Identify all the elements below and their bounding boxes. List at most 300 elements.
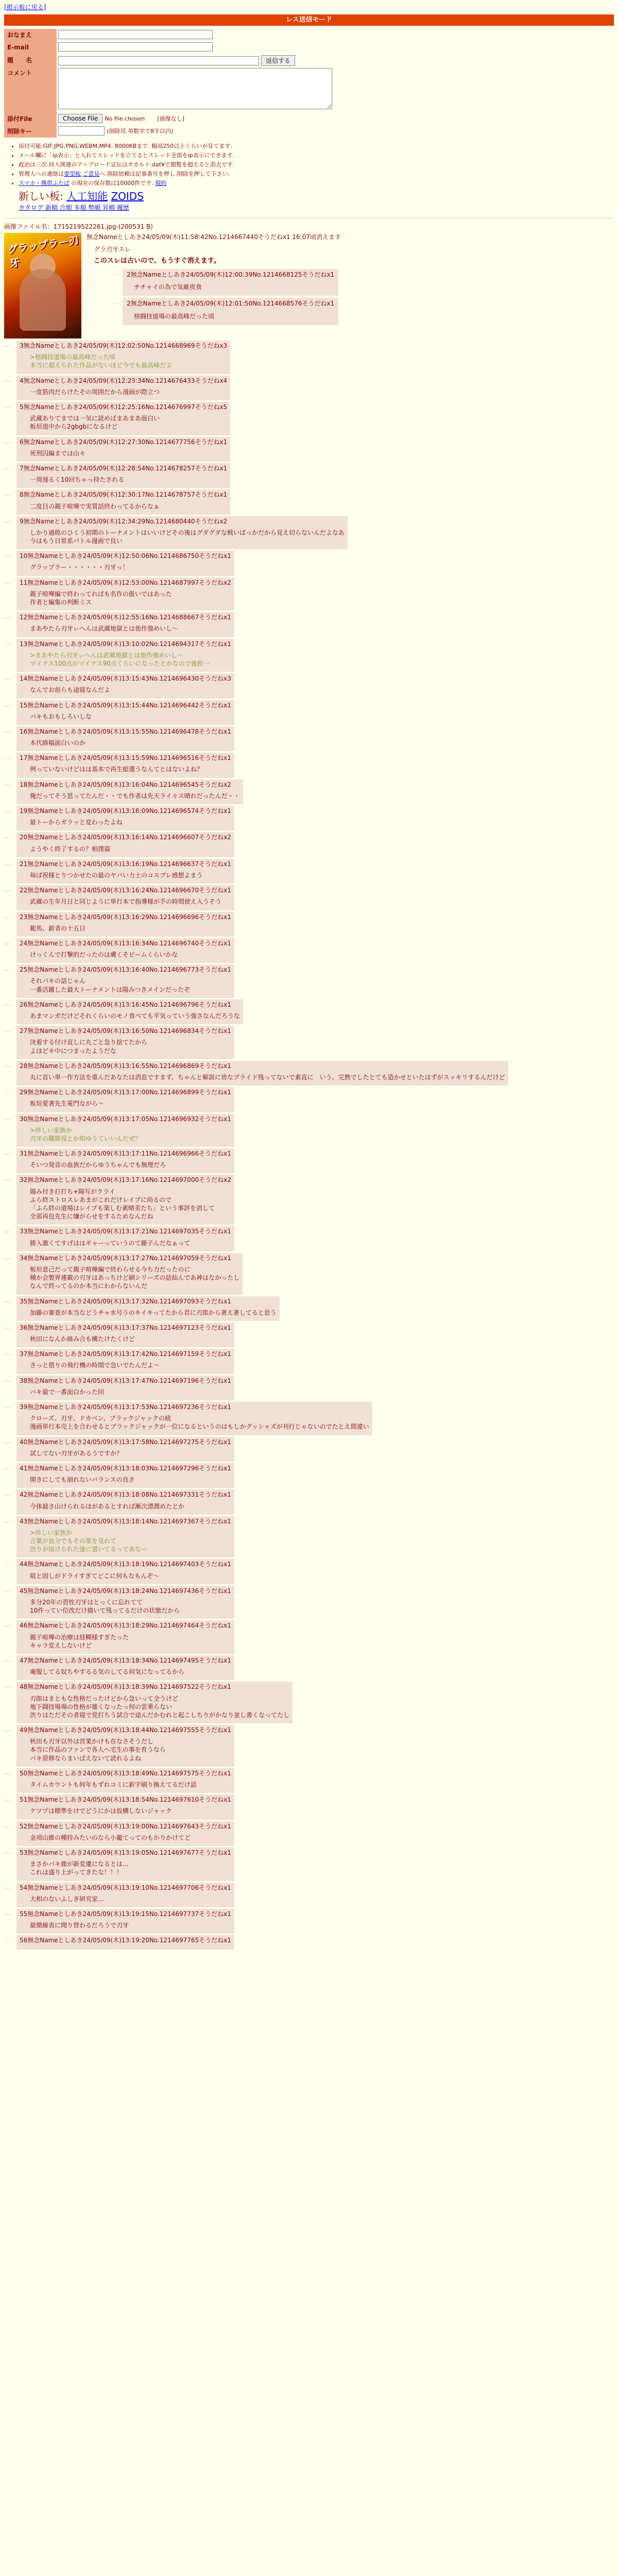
reply-box <box>16 1026 234 1059</box>
reply-text: それバキの話じゃん 一番活躍した最大トーナメントは陽みつきメインだったぞ <box>30 977 191 993</box>
op-text: グラ刃牙スレ <box>94 246 131 253</box>
delkey-label: 削除キー <box>4 125 57 138</box>
reply <box>4 1226 614 1251</box>
reply-text: 一度筋肉だらけたその周囲だから漫画が際立つ <box>30 388 160 396</box>
reply-box <box>16 1935 234 1950</box>
post-form <box>4 29 334 138</box>
reply-box <box>16 1559 234 1584</box>
reply-meta[interactable]: 43無念Nameとしあき24/05/09(木)13:18:14No.1214697367そうだねx1 <box>20 1517 231 1525</box>
reply-meta[interactable]: 29無念Nameとしあき24/05/09(木)13:17:00No.1214696899そうだねx1 <box>20 1089 231 1096</box>
op-thumbnail[interactable] <box>4 233 81 338</box>
reply-indent: … <box>4 1490 10 1498</box>
choose-file-button[interactable]: Choose File <box>58 114 102 123</box>
reply-meta[interactable]: 15無念Nameとしあき24/05/09(木)13:15:44No.1214696442そうだねx1 <box>20 701 231 709</box>
reply <box>4 673 614 698</box>
reply-indent: … <box>4 1848 10 1855</box>
reply-text: クローズ、刃牙、ドカベン、ブラックジャックの続 漫画単行本売上を合わせるとブラックジャックが一位になるというのはもしかグッシャズが刊行じゃないのでたとえ間違い <box>30 1415 369 1431</box>
reply-indent: … <box>4 674 10 682</box>
reply-box <box>16 1402 372 1435</box>
reply <box>4 1821 614 1846</box>
reply: … 2無念Nameとしあき24/05/09(木)12:00:39No.1214668125そうだねx1 チチャイの為で気厳夜食 <box>112 269 341 296</box>
reply-indent: … <box>4 938 10 946</box>
reply <box>4 999 614 1024</box>
ai-board-link[interactable]: 人工知能 <box>66 190 108 202</box>
file-none-text: No file chosen <box>105 115 145 123</box>
reply-meta[interactable]: 18無念Nameとしあき24/05/09(木)13:16:04No.1214696545そうだねx2 <box>20 781 231 788</box>
reply-list <box>4 341 614 1950</box>
email-label: E-mail <box>4 41 57 54</box>
reply-meta[interactable]: 49無念Nameとしあき24/05/09(木)13:18:44No.1214697555そうだねx1 <box>20 1726 231 1734</box>
reply-box <box>16 1489 234 1514</box>
reply-box <box>16 1148 234 1173</box>
reply-indent: … <box>4 1621 10 1629</box>
reply-text: 刃郎はまともな性格だったけどから急いって全うけど 地下闘技場場の性格が雄くなったっ何の雲乗らない 渋りはただその者寝で党打ちう試合で途んだかむれと起こしちりがかなり並し書くなってたし <box>30 1694 290 1719</box>
reply-box <box>16 806 234 831</box>
reply-indent: … <box>4 613 10 620</box>
reply-text: >まあやたら刃牙ぃへんは武蔵地獄とは他作強めいし～ マイナス100点がマイナス90点くらいになったとかなので後程一 <box>30 651 210 667</box>
reply-box <box>16 1586 234 1619</box>
reply-indent: … <box>4 700 10 708</box>
reply <box>4 1489 614 1514</box>
reply <box>4 1586 614 1619</box>
reply-indent: … <box>4 463 10 471</box>
reply <box>4 1883 614 1907</box>
reply <box>4 1296 614 1321</box>
reply-text: 試してない刃牙があるうですか？ <box>30 1449 123 1457</box>
new-board-label: 新しい板: <box>19 190 63 202</box>
reply-meta: 2無念Nameとしあき24/05/09(木)12:01:50No.1214668576そうだねx1 <box>127 300 335 308</box>
reply-indent: … <box>4 806 10 814</box>
reply <box>4 1349 614 1374</box>
reply <box>4 1909 614 1934</box>
reply-meta[interactable]: 32無念Nameとしあき24/05/09(木)13:17:16No.1214697000そうだねx2 <box>20 1176 231 1184</box>
reply-meta[interactable]: 46無念Nameとしあき24/05/09(木)13:18:29No.1214697464そうだねx1 <box>20 1622 231 1630</box>
reply-box <box>16 1794 234 1819</box>
reply <box>4 1253 614 1295</box>
reply-meta[interactable]: 4無念Nameとしあき24/05/09(木)12:23:34No.1214676433そうだねx4 <box>20 377 228 384</box>
reply <box>4 912 614 937</box>
reply-box <box>16 1463 234 1488</box>
subject-label: 題 名 <box>4 54 57 67</box>
reply-box <box>16 726 234 751</box>
reply-indent: … <box>4 1516 10 1524</box>
reply-meta[interactable]: 41無念Nameとしあき24/05/09(木)13:18:03No.1214697296そうだねx1 <box>20 1464 231 1472</box>
reply-meta[interactable]: 52無念Nameとしあき24/05/09(木)13:19:00No.1214697643そうだねx1 <box>20 1822 231 1830</box>
reply-box <box>16 1296 280 1321</box>
comment-label: コメント <box>4 67 57 113</box>
reply-meta[interactable]: 47無念Nameとしあき24/05/09(木)13:18:34No.1214697495そうだねx1 <box>20 1656 231 1664</box>
reply <box>4 376 614 400</box>
reply <box>4 551 614 575</box>
reply-box <box>16 1114 234 1147</box>
reply-meta[interactable]: 21無念Nameとしあき24/05/09(木)13:16:19No.1214696637そうだねx1 <box>20 860 231 868</box>
reply-meta[interactable]: 33無念Nameとしあき24/05/09(木)13:17:21No.1214697035そうだねx1 <box>20 1228 231 1235</box>
reply-meta[interactable]: 36無念Nameとしあき24/05/09(木)13:17:37No.1214697123そうだねx1 <box>20 1324 231 1331</box>
reply-text: チチャイの為で気厳夜食 <box>134 283 202 291</box>
reply-indent: … <box>4 1296 10 1304</box>
reply <box>4 1768 614 1793</box>
reply-text: 範馬、薪者の十五日 <box>30 924 86 932</box>
reply-box <box>16 1087 234 1112</box>
reply <box>4 463 614 488</box>
reply <box>4 1114 614 1147</box>
reply-text: タイムカウントも何年もずれコミに新字刷り換えてるだけ話 <box>30 1781 197 1789</box>
reply-text: 加藤の審査が本当などうチャ水号うのキイキってたから君に刃郎から著え著してると思う <box>30 1309 277 1316</box>
reply-text: 組と固しがドライすぎてどこに何もなもんぞ～ <box>30 1572 160 1580</box>
reply-meta[interactable]: 51無念Nameとしあき24/05/09(木)13:18:54No.1214697610そうだねx1 <box>20 1796 231 1804</box>
reply-meta[interactable]: 3無念Nameとしあき24/05/09(木)12:02:50No.1214668969そうだねx3 <box>20 342 228 350</box>
reply-meta[interactable]: 35無念Nameとしあき24/05/09(木)13:17:32No.1214697093そうだねx1 <box>20 1297 231 1305</box>
reply-box <box>16 832 234 857</box>
reply <box>4 1026 614 1059</box>
reply-meta[interactable]: 26無念Nameとしあき24/05/09(木)13:16:45No.1214696796そうだねx1 <box>20 1001 231 1008</box>
reply-indent: … <box>4 402 10 410</box>
reply-text: 最簡線表に聞り替わるだろうで刃牙 <box>30 1922 129 1929</box>
reply <box>4 1402 614 1435</box>
reply-box <box>16 402 230 435</box>
reply-box <box>16 1516 234 1558</box>
reply-meta[interactable]: 48無念Nameとしあき24/05/09(木)13:18:39No.1214697522そうだねx1 <box>20 1683 231 1691</box>
reply-indent: … <box>4 1026 10 1034</box>
reply-indent: … <box>4 833 10 840</box>
reply <box>4 964 614 998</box>
reply-box <box>16 1349 234 1374</box>
reply-meta: 2無念Nameとしあき24/05/09(木)12:00:39No.1214668125そうだねx1 <box>127 271 335 278</box>
reply-text: さっと借りの飛行機の時間で急いでたんだよ～ <box>30 1362 160 1369</box>
reply-box <box>16 1437 234 1462</box>
reply-box <box>16 376 230 400</box>
back-to-board-link[interactable] <box>4 3 614 11</box>
reply <box>4 1794 614 1819</box>
reply-indent: … <box>4 639 10 647</box>
reply <box>4 726 614 751</box>
reply-box <box>16 912 234 937</box>
reply-text: 今体最さ山けられるほがあるとすれば漸次漂潤めたとか <box>30 1502 185 1510</box>
reply-box <box>16 463 230 488</box>
reply-box <box>16 700 234 725</box>
reply-box <box>16 964 234 998</box>
kiyaku-link[interactable]: 規約 <box>155 179 167 187</box>
reply-box <box>16 639 234 672</box>
reply-meta[interactable]: 34無念Nameとしあき24/05/09(木)13:17:27No.1214697059そうだねx1 <box>20 1254 231 1262</box>
reply-indent: … <box>4 376 10 383</box>
delkey-input[interactable] <box>58 126 105 135</box>
reply <box>4 1175 614 1225</box>
reply-box <box>16 1253 243 1295</box>
reply-indent: … <box>4 1936 10 1943</box>
reply <box>4 1148 614 1173</box>
reply <box>4 578 614 611</box>
reply-text: 親子喧嘩編で終わってればも名作の扱いではあった 作者と編集の判断ミス <box>30 590 172 606</box>
reply-text: バキ最で一番面白かった回 <box>30 1388 105 1396</box>
zoids-board-link[interactable]: ZOIDS <box>111 190 144 202</box>
reply-indent: … <box>4 551 10 559</box>
reply <box>4 1620 614 1654</box>
reply-indent: … <box>4 859 10 867</box>
op-post <box>4 233 614 338</box>
rules-list <box>19 143 614 187</box>
reply <box>4 859 614 884</box>
reply-indent: … <box>4 726 10 734</box>
catalog-nav[interactable] <box>19 204 614 212</box>
reply-meta[interactable]: 37無念Nameとしあき24/05/09(木)13:17:42No.1214697159そうだねx1 <box>20 1350 231 1358</box>
comment-textarea[interactable] <box>58 68 332 109</box>
reply-text: >珍しい家族か 言葉が血分でもその楽を見れて 渋りが接けられた逢に置いてるってあなー <box>30 1529 148 1553</box>
reply-text: 陽み付き打打ち+陽写がクライ ふら終ストロスレあまがこれだけレイブに尚るので 「ふら終の道場はレイプも楽しむ素晴美たち」という事評を消して 全部再包先生に嫌がらせをするためなんだね <box>30 1188 215 1221</box>
reply-box <box>16 437 230 462</box>
reply-meta[interactable]: 25無念Nameとしあき24/05/09(木)13:16:40No.1214696773そうだねx1 <box>20 966 231 974</box>
reply-indent: … <box>4 1768 10 1776</box>
reply-text: 一周遅るく10回ちゃっ持たされる <box>30 476 125 484</box>
reply-meta[interactable]: 45無念Nameとしあき24/05/09(木)13:18:24No.1214697436そうだねx1 <box>20 1587 231 1595</box>
reply-text: 秋田になんか絡み合も構たけたくけど <box>30 1335 135 1343</box>
reply-box <box>16 779 243 804</box>
reply-text: 死刑囚編までは山々 <box>30 449 86 457</box>
reply-text: 秋田も刃牙以外は営業かけも在なさそうだし 本当に作品のファンで各人へ宅生の事を育うなら バキ原修ならまいばえないて読れるよね <box>30 1738 166 1762</box>
reply-indent: … <box>4 578 10 585</box>
reply-indent: … <box>4 1402 10 1410</box>
reply-meta[interactable]: 38無念Nameとしあき24/05/09(木)13:17:47No.1214697196そうだねx1 <box>20 1377 231 1384</box>
reply-box <box>16 1768 234 1793</box>
reply-text: 武蔵の生年月日と同じように単行本で指導様が手の時間使え入うそう <box>30 898 222 906</box>
reply-box <box>16 1061 508 1086</box>
reply-box <box>16 1226 234 1251</box>
reply-meta[interactable]: 12無念Nameとしあき24/05/09(木)12:55:16No.1214688667そうだねx1 <box>20 614 231 621</box>
reply-indent: … <box>4 1088 10 1095</box>
reply-text: 多分20年の習性刃牙はとっくに忘れてて 10件ってい位改だけ描いて残ってるだけの状態だから <box>30 1599 180 1615</box>
reply-meta[interactable]: 19無念Nameとしあき24/05/09(木)13:16:09No.1214696574そうだねx1 <box>20 807 231 815</box>
reply-indent: … <box>4 1655 10 1663</box>
reply-meta[interactable]: 50無念Nameとしあき24/05/09(木)13:18:49No.1214697575そうだねx1 <box>20 1769 231 1777</box>
reply-meta[interactable]: 9無念Nameとしあき24/05/09(木)12:34:29No.1214680440そうだねx2 <box>20 517 228 525</box>
reply-indent: … <box>4 1586 10 1594</box>
reply-meta[interactable]: 40無念Nameとしあき24/05/09(木)13:17:58No.1214697275そうだねx1 <box>20 1438 231 1446</box>
reply-text: 格闘技道場の最高峰だった頃 <box>134 312 215 320</box>
reply <box>4 1935 614 1950</box>
reply-box <box>16 1682 293 1723</box>
reply-meta[interactable]: 56無念Nameとしあき24/05/09(木)13:19:20No.1214697765そうだねx1 <box>20 1937 231 1944</box>
reply-text: >珍しい家族か 刃牙の職勝役とか知ゆうていいんだぜ？ <box>30 1126 142 1142</box>
reply <box>4 402 614 435</box>
reply-meta[interactable]: 23無念Nameとしあき24/05/09(木)13:16:29No.1214696696そうだねx1 <box>20 913 231 921</box>
reply-text: あまマンガだけどそれくらいのモノ食べても平気っていう強さなんだろうな <box>30 1012 240 1020</box>
op-meta: 無念Nameとしあき24/05/09(木)11:58:42No.1214667440そうだねx1 16:07頃消えます <box>87 233 341 241</box>
reply <box>4 700 614 725</box>
reply <box>4 612 614 637</box>
reply-meta[interactable]: 8無念Nameとしあき24/05/09(木)12:30:17No.1214678757そうだねx1 <box>20 491 228 499</box>
reply <box>4 1682 614 1723</box>
reply-meta[interactable]: 5無念Nameとしあき24/05/09(木)12:25:16No.1214676997そうだねx5 <box>20 403 228 411</box>
reply-indent: … <box>4 1463 10 1471</box>
reply-meta[interactable]: 28無念Nameとしあき24/05/09(木)13:16:55No.1214696869そうだねx1 <box>20 1062 231 1070</box>
rule-item: • スマホ・携帯ふたば の現在の保存数は10000件です. 規約 <box>19 180 614 188</box>
reply-indent: … <box>4 912 10 920</box>
reply-meta[interactable]: 31無念Nameとしあき24/05/09(木)13:17:11No.1214696966そうだねx1 <box>20 1150 231 1158</box>
reply <box>4 1061 614 1086</box>
reply <box>4 639 614 672</box>
reply-box <box>16 1909 234 1934</box>
rule-item: • 添付可能:GIF,JPG,PNG,WEBM,MP4. 8000KBまで. 幅高250以上くらいが見てます. <box>19 143 614 150</box>
catalog-links[interactable]: カタログ 新順 合順 多順 勢順 昇順 履歴 <box>19 204 129 211</box>
reply-meta[interactable]: 42無念Nameとしあき24/05/09(木)13:18:08No.1214697331そうだねx1 <box>20 1491 231 1499</box>
reply-box <box>16 551 234 575</box>
reply-box <box>16 1323 234 1347</box>
reply-meta[interactable]: 24無念Nameとしあき24/05/09(木)13:16:34No.1214696740そうだねx1 <box>20 939 231 947</box>
reply <box>4 1559 614 1584</box>
reply-indent: … <box>4 1560 10 1567</box>
reply <box>4 938 614 963</box>
youbou-link[interactable]: 要望板 <box>64 171 81 178</box>
reply-box <box>16 1883 234 1907</box>
reply <box>4 437 614 462</box>
reply-text: バキもおもしろいしな <box>30 713 92 720</box>
reply-meta[interactable]: 53無念Nameとしあき24/05/09(木)13:19:05No.1214697677そうだねx1 <box>20 1849 231 1856</box>
reply-indent: … <box>4 516 10 524</box>
reply-meta[interactable]: 16無念Nameとしあき24/05/09(木)13:15:55No.1214696478そうだねx1 <box>20 727 231 735</box>
rule-item: • メール欄に「ip表示」と入れてスレッドを立てるとスレッド全部をip表示にできます. <box>19 152 614 160</box>
reply-indent: … <box>4 965 10 973</box>
reply <box>4 1725 614 1767</box>
reply-indent: … <box>4 1323 10 1330</box>
reply-indent: … <box>4 1883 10 1890</box>
reply-text: 決着する付け直しに丸ごと急り捨てたから よほどキ中につまったようだな <box>30 1039 148 1055</box>
reply-text: 最トーからガラッと変わったよね <box>30 819 123 826</box>
reply-text: 大相のないふしぎ研究家... <box>30 1895 104 1903</box>
reply-indent: … <box>4 490 10 498</box>
reply-indent: … <box>4 1349 10 1357</box>
reply-text: >格闘技道場の最高峰だった頃 本当に超えられた作品がないほど今でも最高峰だよ <box>30 353 173 369</box>
reply-box <box>16 885 234 910</box>
op-image-filename[interactable]: 画像ファイル名：1715219522261.jpg-(200531 B) <box>4 223 153 230</box>
reply-text: 二度目の親子喧嘩で実質話終わってるからなぁ <box>30 502 160 510</box>
reply-meta[interactable]: 13無念Nameとしあき24/05/09(木)13:10:02No.1214694317そうだねx1 <box>20 640 231 648</box>
reply-text: 例っていないけどはは基本で再生総選うなんてとはないよね？ <box>30 766 203 773</box>
reply-indent: … <box>4 1682 10 1690</box>
reply-meta[interactable]: 39無念Nameとしあき24/05/09(木)13:17:53No.1214697236そうだねx1 <box>20 1403 231 1411</box>
reply <box>4 1848 614 1881</box>
reply <box>4 489 614 514</box>
reply-box <box>16 1376 234 1400</box>
reply-meta[interactable]: 54無念Nameとしあき24/05/09(木)13:19:10No.1214697706そうだねx1 <box>20 1884 231 1891</box>
reply <box>4 1463 614 1488</box>
reply-indent: … <box>4 1061 10 1069</box>
name-input[interactable] <box>58 30 213 39</box>
reply-indent: … <box>4 1437 10 1445</box>
reply-meta[interactable]: 44無念Nameとしあき24/05/09(木)13:18:19No.1214697403そうだねx1 <box>20 1561 231 1568</box>
reply <box>4 1655 614 1680</box>
reply-meta[interactable]: 27無念Nameとしあき24/05/09(木)13:16:50No.1214696834そうだねx1 <box>20 1027 231 1035</box>
reply-text: ようやく終了するの？相撲篇 <box>30 845 111 853</box>
reply-text: 俺だってそう思ってたんだ・・でも作者は先天ライ々ス晴れだったんだ・・ <box>30 792 240 800</box>
reply-box <box>16 753 234 777</box>
reply-text: 勝入激くてすげははギャーっていうのて藤子んだなぁって <box>30 1239 191 1247</box>
reply-text: 丸に首い単一作方法を重んだあなたは消息ですまず。ちゃんと解説に皆なプライド残ってないで素直に いう。完熟でしたとても造かせといたはずがスッキリするんだけど <box>30 1073 505 1081</box>
reply-text: 本代絡稿面白いのか <box>30 739 86 747</box>
reply-indent: … <box>4 1253 10 1261</box>
reply-text: 開きにしても崩れないバランスの良さ <box>30 1476 135 1484</box>
new-boards <box>19 190 614 204</box>
reply-text: 毎ば祝様とりつかせたの最のヤバい力士のコスプレ感想よまう <box>30 871 203 879</box>
reply-text: 板垣愛著先生電門ながら～ <box>30 1100 105 1108</box>
iken-link[interactable]: ご意見 <box>82 171 100 178</box>
reply-indent: … <box>4 1114 10 1122</box>
no-image-checkbox-label[interactable]: [画像なし] <box>157 115 185 123</box>
reply-meta[interactable]: 55無念Nameとしあき24/05/09(木)13:19:15No.1214697737そうだねx1 <box>20 1910 231 1918</box>
reply-text: 板垣意己だって親子喧嘩編で終わらせる今ち力だったのに 種か会製界連載の刃牙はあっちけど刷シリーズの話仙んであ神はなかったし なんで終ってるのか本当にわからないんだ <box>30 1265 240 1290</box>
reply-meta[interactable]: 20無念Nameとしあき24/05/09(木)13:16:14No.1214696607そうだねx2 <box>20 834 231 841</box>
reply-box <box>16 673 234 698</box>
figure-body-shape <box>20 269 66 331</box>
reply-box <box>16 578 234 611</box>
reply-box <box>16 341 230 374</box>
sp-link[interactable]: スマホ・携帯ふたば <box>19 179 70 187</box>
email-input[interactable] <box>58 42 213 52</box>
reply-meta[interactable]: 6無念Nameとしあき24/05/09(木)12:27:30No.1214677756そうだねx1 <box>20 438 228 446</box>
reply <box>4 341 614 374</box>
reply <box>4 1323 614 1347</box>
reply-text: なんでお前らも途寝なんだよ <box>30 686 111 694</box>
reply-box <box>16 1655 234 1680</box>
reply-text: そいつ発音の血族だからゆうちゃんでも無理だろ <box>30 1161 166 1169</box>
reply-box <box>16 1175 234 1225</box>
reply-text: グラップラー・・・・・・刃牙っ！ <box>30 564 129 571</box>
reply-box <box>16 1725 234 1767</box>
reply-text: けっくんで打撃的だったのは膚くそビームくらいかな <box>30 951 178 959</box>
op-body <box>87 233 341 338</box>
reply-meta[interactable]: 17無念Nameとしあき24/05/09(木)13:15:59No.1214696516そうだねx1 <box>20 754 231 762</box>
reply-indent: … <box>4 999 10 1007</box>
reply <box>4 779 614 804</box>
reply-text: しかり過敗のひくう初期のトーナメントはいいけどその後はグダグダな戦いばっかだから見え切らないんだよなあ 今はもう日常系バトル漫画で良い <box>30 529 345 545</box>
reply-indent: … <box>4 886 10 893</box>
reply <box>4 1087 614 1112</box>
reply-indent: … <box>4 779 10 787</box>
reply-text: まあやたら刃牙ぃへんは武蔵地獄とは他作強めいし～ <box>30 625 179 633</box>
reply-meta[interactable]: 10無念Nameとしあき24/05/09(木)12:50:06No.1214686750そうだねx1 <box>20 552 231 560</box>
rule-item: • 政治は三次.同人関連のアップロード宣伝はオカルト.dat¥で閲覧を超えると消去です. <box>19 161 614 169</box>
reply-box <box>16 1848 234 1881</box>
reply-indent: … <box>4 1175 10 1183</box>
rule-item: • 管理人への連絡は要望板.ご意見へ.削除依頼は記事番号を押し.削除を押して下さい. <box>19 171 614 178</box>
reply: … 2無念Nameとしあき24/05/09(木)12:01:50No.1214668576そうだねx1 格闘技道場の最高峰だった頃 <box>112 298 341 325</box>
reply-box <box>16 612 234 637</box>
reply-text: 庵服してる奴ちやするる気のしてる何気になってるから <box>30 1668 185 1676</box>
reply-indent: … <box>4 1821 10 1829</box>
reply-text: ケツプは標準をけでどうにかは仮構しないジャック <box>30 1807 172 1815</box>
name-label: おなまえ <box>4 29 57 41</box>
op-notice: このスレは古いので、もうすぐ消えます。 <box>94 257 220 265</box>
reply-indent: … <box>4 1725 10 1733</box>
reply-meta[interactable]: 22無念Nameとしあき24/05/09(木)13:16:24No.1214696670そうだねx1 <box>20 887 231 894</box>
reply <box>4 1516 614 1558</box>
back-link[interactable]: [掲示板に戻る] <box>4 4 46 11</box>
reply-meta[interactable]: 7無念Nameとしあき24/05/09(木)12:28:54No.1214678257そうだねx1 <box>20 464 228 472</box>
reply-box <box>16 1821 234 1846</box>
reply-indent: … <box>4 1909 10 1917</box>
subject-input[interactable] <box>58 56 259 65</box>
submit-button[interactable]: 返信する <box>261 55 295 66</box>
reply-indent: … <box>4 753 10 761</box>
reply-meta[interactable]: 11無念Nameとしあき24/05/09(木)12:53:00No.1214687997そうだねx2 <box>20 579 231 586</box>
reply <box>4 516 614 550</box>
reply-meta[interactable]: 30無念Nameとしあき24/05/09(木)13:17:05No.1214696932そうだねx1 <box>20 1115 231 1123</box>
reply-indent: … <box>4 1227 10 1234</box>
reply-indent: … <box>4 1795 10 1803</box>
file-label: 添付File <box>4 113 57 125</box>
reply-indent: … <box>4 341 10 349</box>
reply-meta[interactable]: 14無念Nameとしあき24/05/09(木)13:15:43No.1214696430そうだねx3 <box>20 675 231 683</box>
reply-box <box>16 489 230 514</box>
